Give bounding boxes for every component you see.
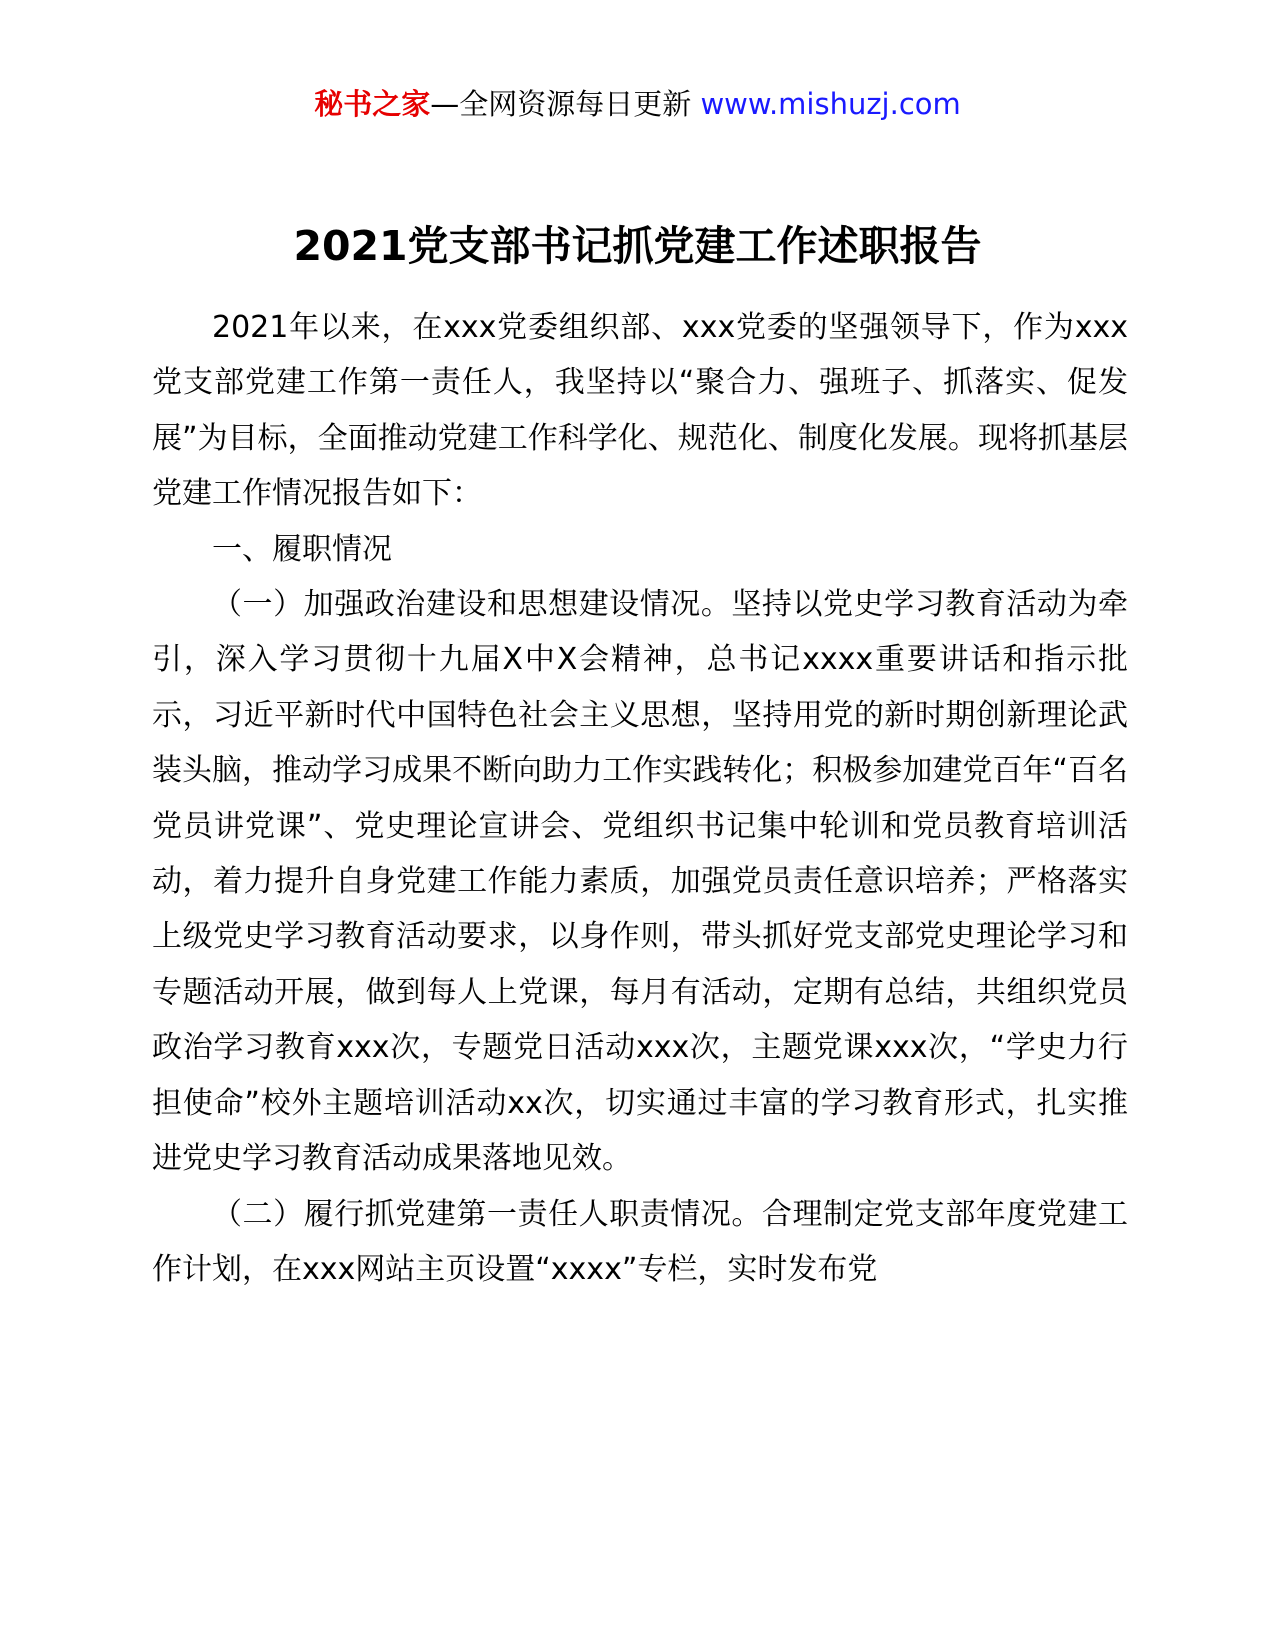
page-header bbox=[0, 82, 1275, 126]
header-url-link[interactable]: www.mishuzj.com bbox=[700, 87, 961, 121]
body-paragraph: （二）履行抓党建第一责任人职责情况。合理制定党支部年度党建工作计划，在xxx网站主页设置“xxxx”专栏，实时发布党 bbox=[152, 1196, 1128, 1287]
header-tagline: —全网资源每日更新 bbox=[430, 87, 692, 121]
section-heading: 一、履职情况 bbox=[212, 531, 392, 567]
intro-paragraph: 2021年以来，在xxx党委组织部、xxx党委的坚强领导下，作为xxx党支部党建工作第一责任人，我坚持以“聚合力、强班子、抓落实、促发展”为目标，全面推动党建工作科学化、规范化、制度化发展。现将抓基层党建工作情况报告如下： bbox=[152, 310, 1128, 512]
document-title: 2021党支部书记抓党建工作述职报告 bbox=[293, 222, 982, 270]
body-paragraph: （一）加强政治建设和思想建设情况。坚持以党史学习教育活动为牵引，深入学习贯彻十九届X中X会精神，总书记xxxx重要讲话和指示批示，习近平新时代中国特色社会主义思想，坚持用党的新时期创新理论武装头脑，推动学习成果不断向助力工作实践转化；积极参加建党百年“百名党员讲党课”、党史理论宣讲会、党组织书记集中轮训和党员教育培训活动，着力提升自身党建工作能力素质，加强党员责任意识培养；严格落实上级党史学习教育活动要求，以身作则，带头抓好党支部党史理论学习和专题活动开展，做到每人上党课，每月有活动，定期有总结，共组织党员政治学习教育xxx次，专题党日活动xxx次，主题党课xxx次，“学史力行担使命”校外主题培训活动xx次，切实通过丰富的学习教育形式，扎实推进党史学习教育活动成果落地见效。 bbox=[152, 587, 1128, 1177]
document-body bbox=[152, 300, 1128, 1297]
header-brand: 秘书之家 bbox=[314, 87, 431, 121]
